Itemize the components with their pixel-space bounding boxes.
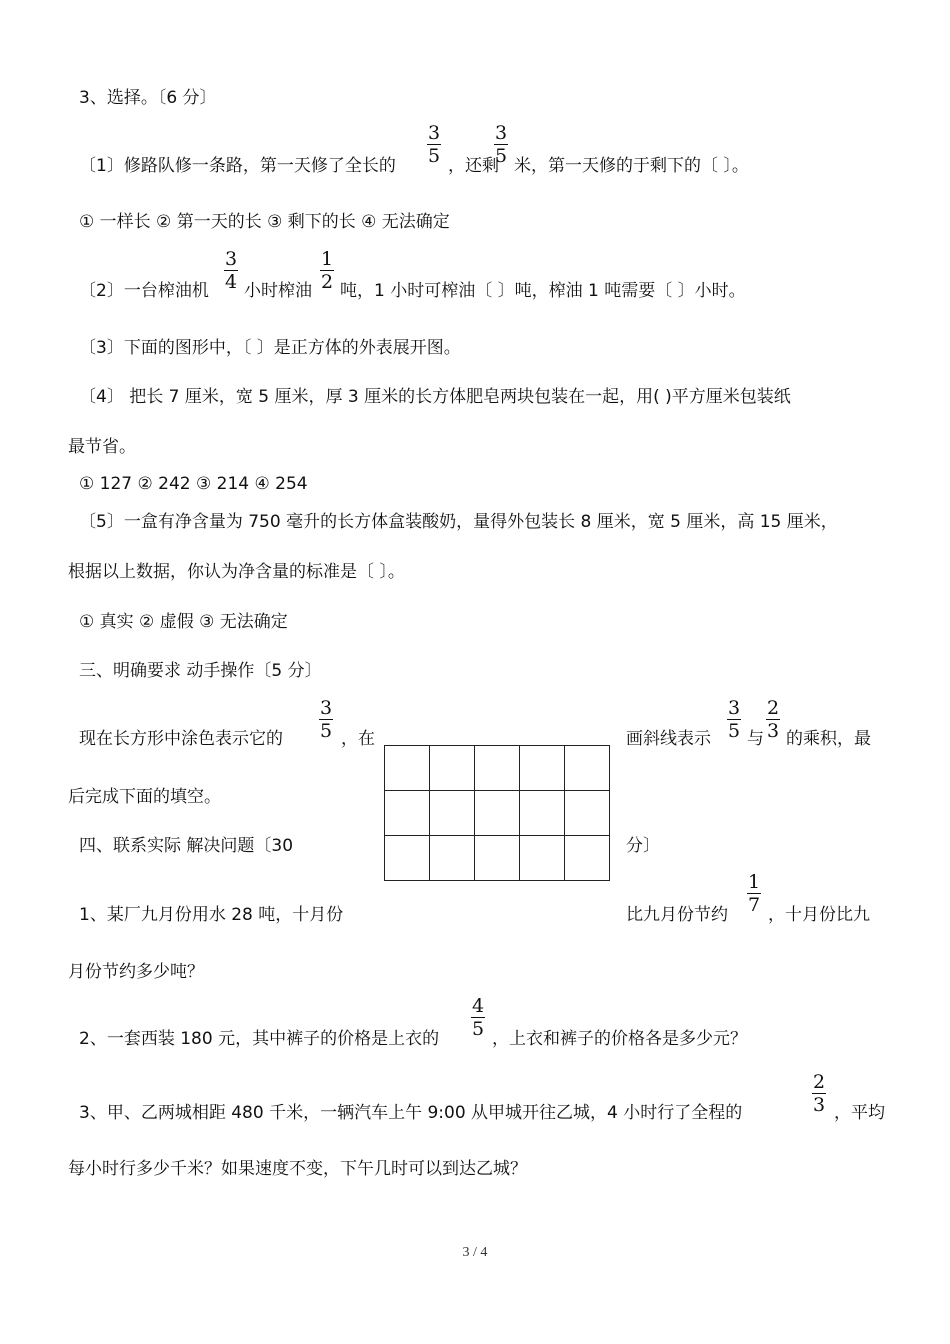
grid-cell[interactable] <box>430 791 475 836</box>
section-3-text-b: ，在 <box>341 729 375 749</box>
section-3-text-a: 现在长方形中涂色表示它的 <box>79 729 283 749</box>
q3-1-options: ① 一样长 ② 第一天的长 ③ 剩下的长 ④ 无法确定 <box>79 212 450 232</box>
section-3-text-f: 后完成下面的填空。 <box>68 787 221 807</box>
fraction: 3 5 <box>728 697 741 742</box>
grid-cell[interactable] <box>565 791 610 836</box>
grid-cell[interactable] <box>520 791 565 836</box>
fraction: 2 3 <box>767 697 780 742</box>
page-number: 3 / 4 <box>462 1245 488 1260</box>
grid-cell[interactable] <box>385 746 430 791</box>
q3-4-options: ① 127 ② 242 ③ 214 ④ 254 <box>79 474 308 494</box>
grid-cell[interactable] <box>520 836 565 881</box>
q3-2-text-a: 〔2〕一台榨油机 <box>79 281 209 301</box>
section-3-text-d: 与 <box>747 729 764 749</box>
grid-cell[interactable] <box>475 746 520 791</box>
rectangle-grid <box>384 745 610 881</box>
grid-cell[interactable] <box>520 746 565 791</box>
q3-2-text-b: 小时榨油 <box>244 281 312 301</box>
grid-cell[interactable] <box>430 836 475 881</box>
q3-1-text-b: ，还剩 <box>448 156 499 176</box>
q3-5-text-line1: 〔5〕一盒有净含量为 750 毫升的长方体盒装酸奶，量得外包装长 8 厘米，宽 5 厘米，高 15 厘米， <box>79 512 838 532</box>
problem-2-text-b: ，上衣和裤子的价格各是多少元？ <box>492 1029 747 1049</box>
q3-5-options: ① 真实 ② 虚假 ③ 无法确定 <box>79 612 288 632</box>
section-3-text-e: 的乘积，最 <box>786 729 871 749</box>
problem-1-text-d: 月份节约多少吨？ <box>68 962 204 982</box>
problem-3-text-c: 每小时行多少千米？如果速度不变，下午几时可以到达乙城？ <box>68 1159 527 1179</box>
fraction: 1 2 <box>321 248 334 293</box>
grid-cell[interactable] <box>475 836 520 881</box>
fraction: 3 4 <box>225 248 238 293</box>
q3-5-text-line2: 根据以上数据，你认为净含量的标准是〔 〕。 <box>68 562 405 582</box>
section-4-title-left: 四、联系实际 解决问题〔30 <box>79 836 294 856</box>
question-3-title: 3、选择。〔6 分〕 <box>79 88 217 108</box>
problem-1-text-a: 1、某厂九月份用水 28 吨，十月份 <box>79 905 344 925</box>
problem-2-text-a: 2、一套西装 180 元，其中裤子的价格是上衣的 <box>79 1029 440 1049</box>
fraction: 2 3 <box>813 1071 826 1116</box>
grid-cell[interactable] <box>385 791 430 836</box>
section-4-title-right: 分〕 <box>626 836 660 856</box>
section-3-title: 三、明确要求 动手操作〔5 分〕 <box>79 661 322 681</box>
grid-cell[interactable] <box>565 836 610 881</box>
grid-cell[interactable] <box>385 836 430 881</box>
grid-cell[interactable] <box>475 791 520 836</box>
fraction: 3 5 <box>320 697 333 742</box>
grid-cell[interactable] <box>565 746 610 791</box>
fraction: 1 7 <box>748 871 761 916</box>
fraction: 4 5 <box>472 995 485 1040</box>
section-3-text-c: 画斜线表示 <box>626 729 711 749</box>
q3-4-text-line1: 〔4〕 把长 7 厘米，宽 5 厘米，厚 3 厘米的长方体肥皂两块包装在一起，用( )平方厘米包装纸 <box>79 387 791 407</box>
problem-1-text-c: ，十月份比九 <box>768 905 870 925</box>
q3-3-text: 〔3〕下面的图形中，〔 〕是正方体的外表展开图。 <box>79 338 461 358</box>
problem-3-text-b: ，平均 <box>834 1103 885 1123</box>
grid-cell[interactable] <box>430 746 475 791</box>
q3-2-text-c: 吨，1 小时可榨油〔 〕吨，榨油 1 吨需要〔 〕小时。 <box>340 281 746 301</box>
fraction: 3 5 <box>495 122 508 167</box>
problem-3-text-a: 3、甲、乙两城相距 480 千米，一辆汽车上午 9:00 从甲城开往乙城，4 小时行了全程的 <box>79 1103 743 1123</box>
q3-1-text-a: 〔1〕修路队修一条路，第一天修了全长的 <box>79 156 396 176</box>
q3-4-text-line2: 最节省。 <box>68 437 136 457</box>
q3-1-text-c: 米，第一天修的于剩下的〔 〕。 <box>514 156 749 176</box>
problem-1-text-b: 比九月份节约 <box>626 905 728 925</box>
fraction: 3 5 <box>428 122 441 167</box>
